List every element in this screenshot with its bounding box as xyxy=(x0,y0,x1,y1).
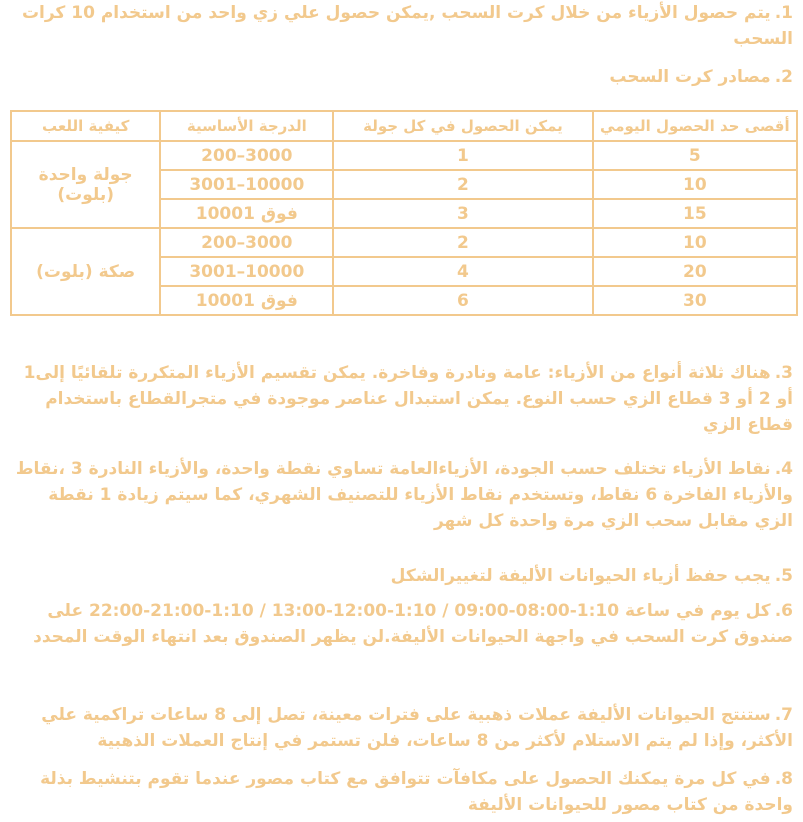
item-text: مصادر كرت السحب xyxy=(609,67,771,87)
item-text: يجب حفظ أزياء الحيوانات الأليفة لتغييرالشكل xyxy=(390,566,771,586)
daily-max-cell: 15 xyxy=(593,199,797,228)
item-number: 6. xyxy=(774,601,793,621)
item-text: في كل مرة يمكنك الحصول على مكافآت تتوافق مع كتاب مصور عندما تقوم بتنشيط بذلة واحدة من كتاب مصور للحيوانات الأليفة xyxy=(40,769,793,815)
item-text: يتم حصول الأزياء من خلال كرت السحب ,يمكن حصول علي زي واحد من استخدام 10 كرات السحب xyxy=(21,3,793,49)
list-item-8 xyxy=(4,766,793,818)
header-daily-max: أقصى حد الحصول اليومي xyxy=(593,111,797,141)
header-play-mode: كيفية اللعب xyxy=(11,111,160,141)
list-item-3 xyxy=(4,360,793,438)
list-item-5 xyxy=(4,563,793,589)
item-number: 3. xyxy=(774,363,793,383)
daily-max-cell: 30 xyxy=(593,286,797,315)
daily-max-cell: 20 xyxy=(593,257,797,286)
base-score-cell: فوق 10001 xyxy=(160,286,333,315)
per-round-cell: 3 xyxy=(333,199,592,228)
list-item-1 xyxy=(4,0,793,52)
item-number: 5. xyxy=(774,566,793,586)
per-round-cell: 1 xyxy=(333,141,592,170)
play-mode-cell: جولة واحدة (بلوت) xyxy=(11,141,160,228)
item-number: 4. xyxy=(774,459,793,479)
item-text: ستنتج الحيوانات الأليفة عملات ذهبية على فترات معينة، تصل إلى 8 ساعات تراكمية علي الأكثر، وإذا لم يتم الاستلام لأكثر من 8 ساعات، فلن تستمر في إنتاج العملات الذهبية xyxy=(41,705,793,751)
daily-max-cell: 5 xyxy=(593,141,797,170)
base-score-cell: 200–3000 xyxy=(160,141,333,170)
base-score-cell: 200–3000 xyxy=(160,228,333,257)
list-item-7 xyxy=(4,702,793,754)
base-score-cell: فوق 10001 xyxy=(160,199,333,228)
table-row xyxy=(11,228,797,257)
per-round-cell: 4 xyxy=(333,257,592,286)
play-mode-cell: صكة (بلوت) xyxy=(11,228,160,315)
item-number: 8. xyxy=(774,769,793,789)
list-item-6 xyxy=(4,598,793,650)
per-round-cell: 2 xyxy=(333,228,592,257)
item-text: نقاط الأزياء تختلف حسب الجودة، الأزياءالعامة تساوي نقطة واحدة، والأزياء النادرة 3 ،نقاط والأزياء الفاخرة 6 نقاط، وتستخدم نقاط الأزياء للتصنيف الشهري، كما سيتم زيادة 1 نقطة الزي مقابل سحب الزي مرة واحدة كل شهر xyxy=(15,459,793,531)
daily-max-cell: 10 xyxy=(593,170,797,199)
per-round-cell: 6 xyxy=(333,286,592,315)
daily-max-cell: 10 xyxy=(593,228,797,257)
table-header-row xyxy=(11,111,797,141)
list-item-4 xyxy=(4,456,793,534)
item-text: هناك ثلاثة أنواع من الأزياء: عامة ونادرة وفاخرة. يمكن تقسيم الأزياء المتكررة تلقائيًا إلى1 أو 2 أو 3 قطاع الزي حسب النوع. يمكن استبدال عناصر موجودة في متجرالقطاع باستخدام قطاع الزي xyxy=(23,363,793,435)
list-item-2 xyxy=(4,64,793,90)
base-score-cell: 3001–10000 xyxy=(160,170,333,199)
header-base-score: الدرجة الأساسية xyxy=(160,111,333,141)
base-score-cell: 3001–10000 xyxy=(160,257,333,286)
header-per-round: يمكن الحصول في كل جولة xyxy=(333,111,592,141)
per-round-cell: 2 xyxy=(333,170,592,199)
item-number: 7. xyxy=(774,705,793,725)
table-row xyxy=(11,141,797,170)
item-number: 1. xyxy=(774,3,793,23)
item-text: كل يوم في ساعة 1:10-08:00-09:00 / 1:10-12:00-13:00 / 1:10-21:00-22:00 على صندوق كرت السحب في واجهة الحيوانات الأليفة.لن يظهر الصندوق بعد انتهاء الوقت المحدد xyxy=(33,601,793,647)
draw-card-sources-table xyxy=(10,110,798,316)
item-number: 2. xyxy=(774,67,793,87)
